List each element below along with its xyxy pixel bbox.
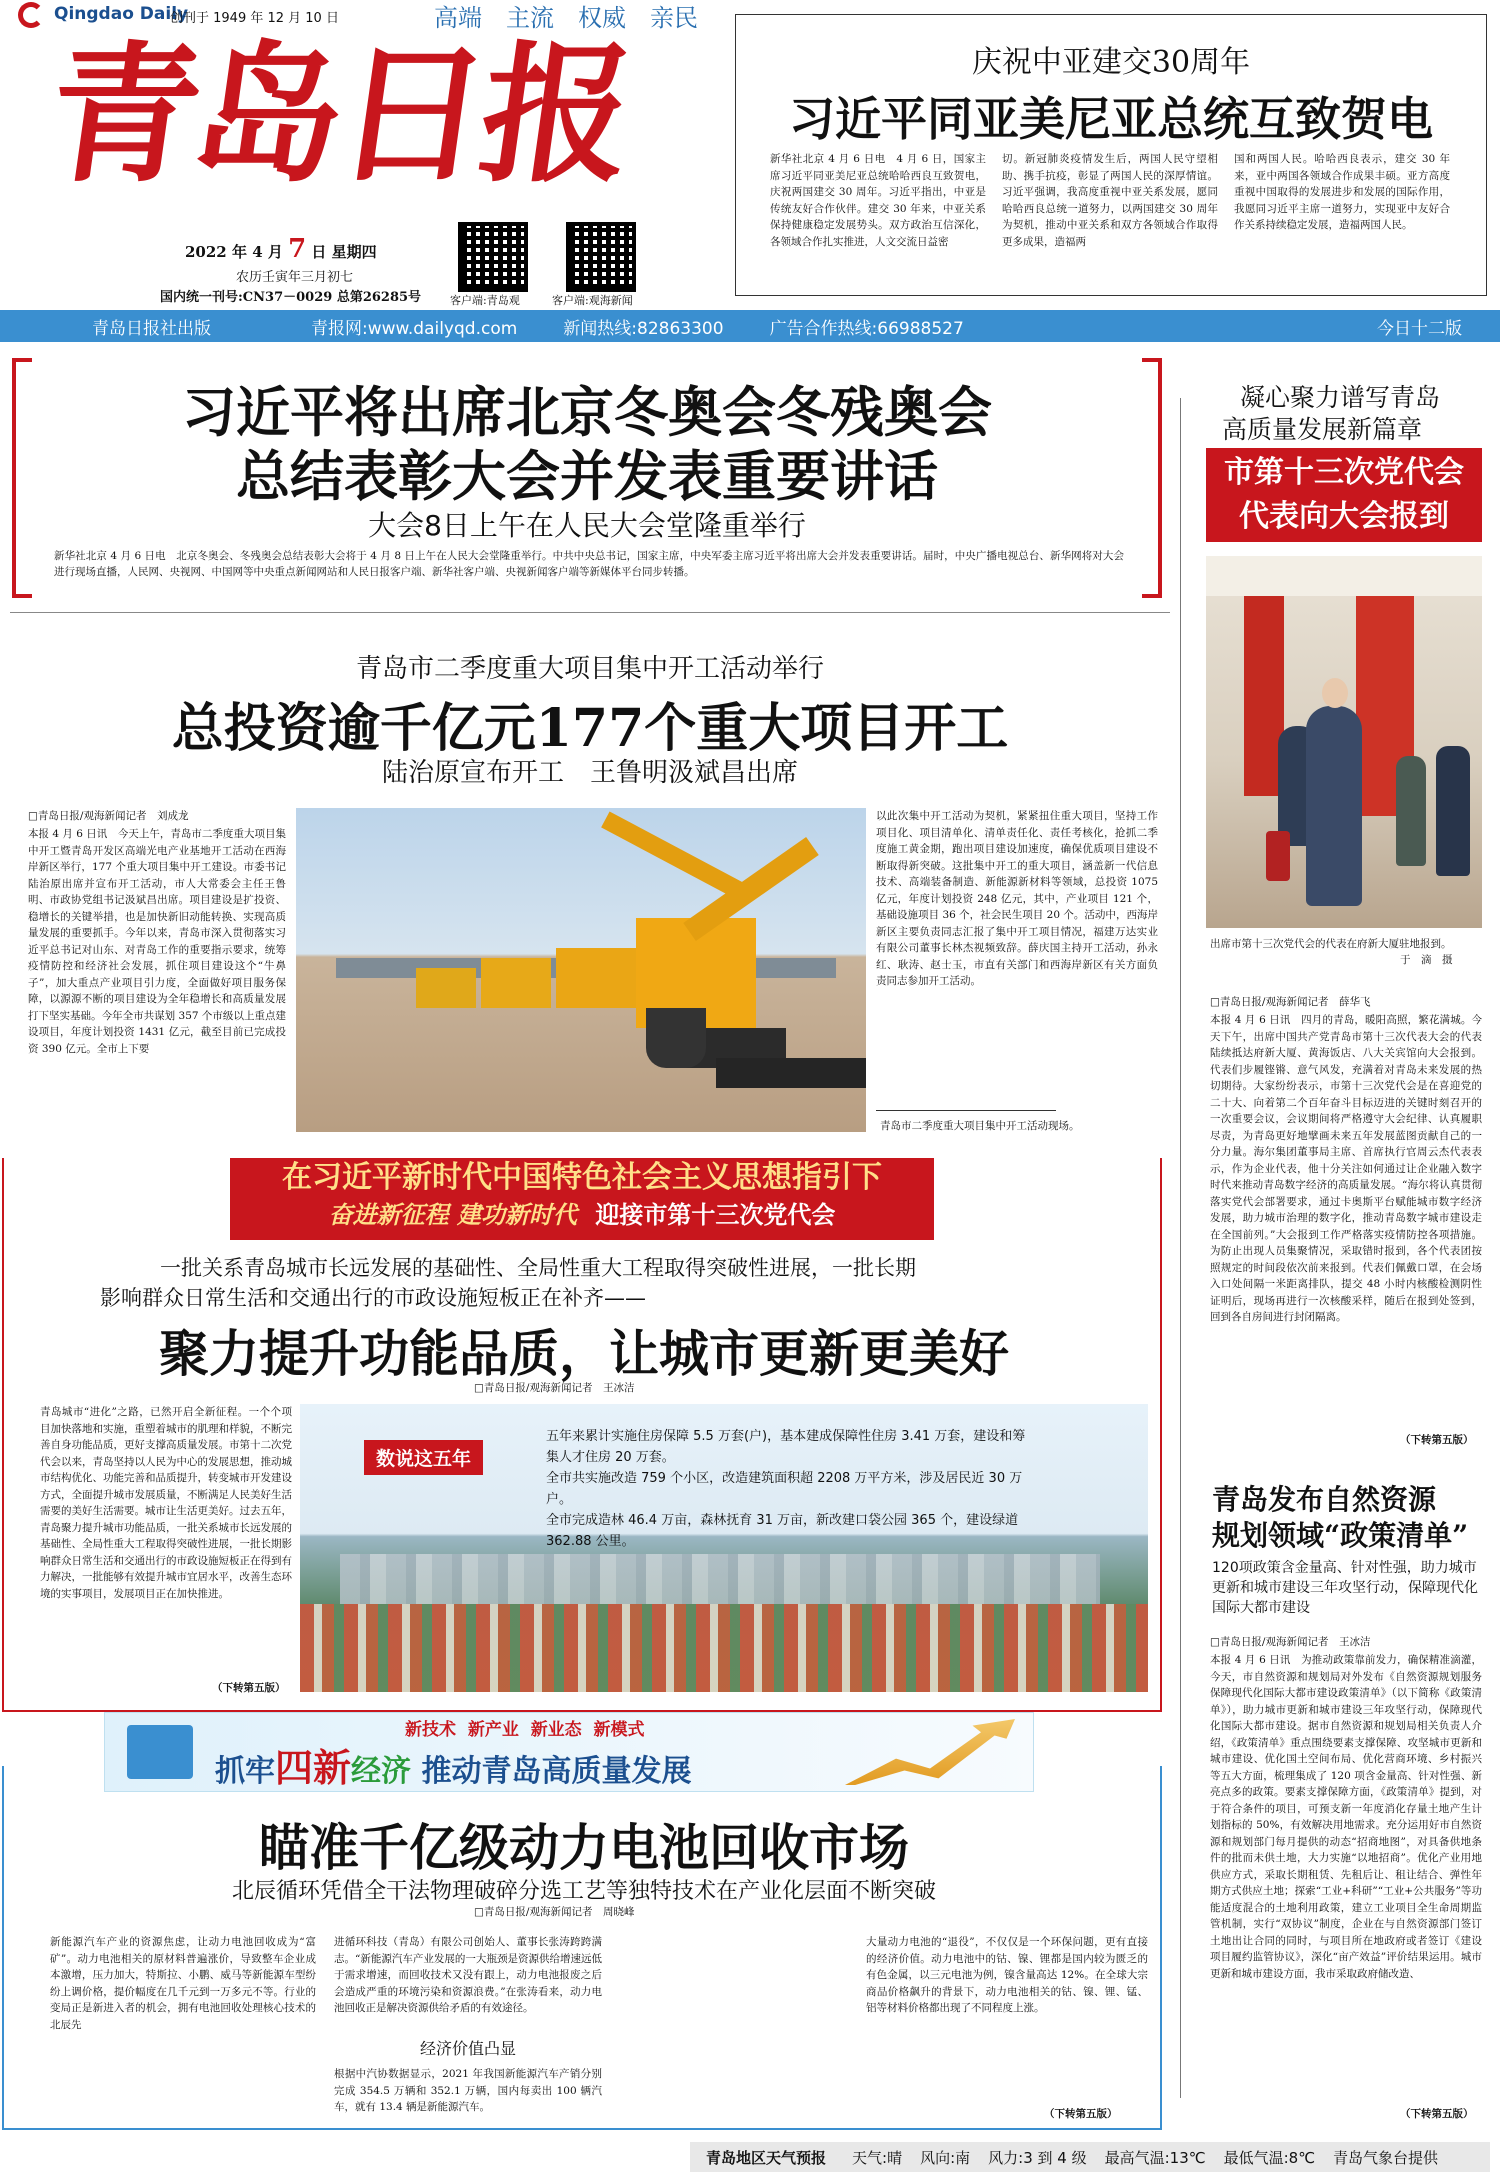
lead-subhead: 大会8日上午在人民大会堂隆重举行 — [368, 509, 806, 542]
date-year-month: 2022 年 4 月 — [185, 243, 283, 261]
banner-main-4: 推动青岛高质量发展 — [421, 1754, 692, 1789]
rc-photo-credit: 于 滴 摄 — [1400, 954, 1453, 966]
qr2-label: 客户端:观海新闻 — [552, 294, 633, 307]
lead-body: 新华社北京 4 月 6 日电 北京冬奥会、冬残奥会总结表彰大会将于 4 月 8 日上午在人民大会堂隆重举行。中共中央总书记，国家主席，中央军委主席习近平将出席大会并发表重要讲话。届时，中央广播电视总台、新华网将对大会进行现场直播，人民网、央视网、中国网等中央重点新闻网站和人民日报客户端、新华社客户端、央视新闻客户端等新媒体平台同步转播。 — [54, 550, 1124, 578]
project-photo-caption: 青岛市二季度重大项目集中开工活动现场。 — [880, 1120, 1080, 1132]
qr-code-icon[interactable] — [458, 222, 528, 292]
masthead-lunar: 农历壬寅年三月初七 — [236, 270, 354, 285]
excavators-photo — [296, 808, 866, 1132]
tag-4: 新模式 — [593, 1720, 645, 1740]
banner-main-1: 抓牢 — [215, 1754, 275, 1789]
story-col-2: 切。新冠肺炎疫情发生后，两国人民守望相助、携手抗疫，彰显了两国人民的深厚情谊。习近平强调，我高度重视中亚关系发展，愿同哈哈西良总统一道努力，以两国建交 30 周年为契机，推动中亚关系和双方各领域合作取得更多成果，造福两 — [1002, 153, 1218, 248]
project-body-right: 以此次集中开工活动为契机，紧紧扭住重大项目，坚持工作项目化、项目清单化、清单责任化、责任考核化，抢抓二季度施工黄金期，跑出项目建设加速度，确保优质项目建设不断取得新突破。这批集中开工的重大项目，涵盖新一代信息技术、高端装备制造、新能源新材料等领域，总投资 1075 亿元，年度计划投资 248 亿元，其中，产业项目 121 个，基础设施项目 36 个，社会民生项目 20 个。活动中，西海岸新区主要负责同志汇报了集中开工项目情况，福建万达实业有限公司董事长林杰视频致辞。薛庆国主持开工活动，孙永红、耿涛、赵士玉，市直有关部门和西海岸新区有关方面负责同志参加开工活动。 — [876, 810, 1158, 987]
info-ad: 广告合作热线:66988527 — [769, 318, 964, 339]
weather-wind-force: 风力:3 到 4 级 — [988, 2148, 1087, 2167]
logo-icon — [18, 2, 44, 28]
rc-banner-1: 市第十三次党代会 — [1224, 455, 1464, 490]
feature-banner-line1: 在习近平新时代中国特色社会主义思想指引下 — [282, 1160, 882, 1195]
battery-headline: 瞄准千亿级动力电池回收市场 — [259, 1818, 909, 1877]
battery-col-2-sub: 经济价值凸显 — [419, 2039, 516, 2058]
rc-story2-byline: □青岛日报/观海新闻记者 王冰洁 — [1210, 1636, 1371, 1648]
weather-label: 青岛地区天气预报 — [706, 2148, 827, 2167]
feature-banner — [230, 1158, 934, 1240]
rc-kicker-2: 高质量发展新篇章 — [1222, 415, 1423, 444]
story-col-3: 国和两国人民。哈哈西良表示，建交 30 年来，亚中两国各领域合作成果丰硕。亚方高度重视中国取得的发展进步和发展的国际作用，我愿同习近平主席一道努力，实现亚中友好合作关系持续稳定发展，造福两国人民。 — [1234, 153, 1450, 231]
slogan-1: 高端 — [434, 4, 482, 32]
rc-byline: □青岛日报/观海新闻记者 薛华飞 — [1210, 996, 1371, 1008]
battery-byline: □青岛日报/观海新闻记者 周晓峰 — [474, 1906, 635, 1918]
project-body-left: 本报 4 月 6 日讯 今天上午，青岛市二季度重大项目集中开工暨青岛开发区高端光电产业基地开工活动在西海岸新区举行，177 个重大项目集中开工建设。市委书记陆治原出席并宣布开工活动，市人大常委会主任王鲁明、市政协党组书记汲斌昌出席。项目建设是扩投资、稳增长的关键举措，也是加快新旧动能转换、实现高质量发展的重要抓手。今年以来，青岛市深入贯彻落实习近平总书记对山东、对青岛工作的重要指示要求，统筹疫情防控和经济社会发展，抓住项目建设这个“牛鼻子”，加大重点产业项目引力度，全面做好项目服务保障，以源源不断的项目建设为全年稳增长和高质量发展打下坚实基础。今年全市共谋划 357 个市级以上重点建设项目，年度计划投资 1431 亿元，截至目前已完成投资 390 亿元。全市上下要 — [28, 828, 286, 1055]
weather-condition: 天气:晴 — [852, 2148, 903, 2167]
arrow-chart-icon — [845, 1719, 1015, 1785]
slogan-3: 权威 — [578, 4, 626, 32]
banner-main-3: 经济 — [351, 1754, 412, 1789]
city-byline: □青岛日报/观海新闻记者 王冰洁 — [474, 1382, 635, 1394]
masthead-english: Qingdao Daily — [54, 4, 189, 24]
project-story — [0, 612, 1180, 1152]
project-byline: □青岛日报/观海新闻记者 刘成龙 — [28, 810, 189, 822]
rc-banner-2: 代表向大会报到 — [1239, 499, 1449, 534]
delegates-photo — [1206, 556, 1482, 928]
right-column-divider — [1180, 398, 1181, 2098]
qr-code-icon[interactable] — [566, 222, 636, 292]
qr1-label: 客户端:青岛观 — [450, 294, 520, 307]
info-bar — [0, 310, 1500, 342]
city-kicker-2: 影响群众日常生活和交通出行的市政设施短板正在补齐—— — [100, 1286, 646, 1310]
battery-continued: （下转第五版） — [1044, 2108, 1118, 2120]
battery-col-2-bottom: 根据中汽协数据显示，2021 年我国新能源汽车产销分别完成 354.5 万辆和 352.1 万辆，国内每卖出 100 辆汽车，就有 13.4 辆是新能源汽车。 — [334, 2068, 602, 2113]
story-kicker: 庆祝中亚建交30周年 — [971, 45, 1251, 80]
rc-photo-caption: 出席市第十三次党代会的代表在府新大厦驻地报到。 — [1210, 938, 1452, 950]
tag-2: 新产业 — [467, 1720, 519, 1740]
stats-badge: 数说这五年 — [364, 1440, 483, 1475]
masthead-founded: 创刊于 1949 年 12 月 10 日 — [170, 11, 339, 26]
project-subhead: 陆治原宣布开工 王鲁明汲斌昌出席 — [381, 758, 798, 788]
project-headline: 总投资逾千亿元177个重大项目开工 — [171, 698, 1009, 759]
info-website[interactable]: 青报网:www.dailyqd.com — [311, 318, 518, 339]
story-col-1: 新华社北京 4 月 6 日电 4 月 6 日，国家主席习近平同亚美尼亚总统哈哈西良互致贺电，庆祝两国建交 30 周年。习近平指出，中亚是传统友好合作伙伴。建交 30 年来，中亚关系保持健康稳定发展势头。双方政治互信深化，各领域合作扎实推进，人文交流日益密 — [770, 153, 986, 248]
city-kicker-1: 一批关系青岛城市长远发展的基础性、全局性重大工程取得突破性进展，一批长期 — [160, 1256, 916, 1280]
masthead-issn: 国内统一刊号:CN37－0029 总第26285号 — [160, 290, 422, 305]
battery-story-box — [2, 1720, 1162, 2130]
section-divider — [10, 612, 1170, 613]
topic-banner — [104, 1712, 1034, 1792]
slogan-4: 亲民 — [650, 4, 698, 32]
stats-list — [546, 1426, 1026, 1552]
rc-continued: （下转第五版） — [1400, 1434, 1474, 1446]
weather-high: 最高气温:13℃ — [1104, 2148, 1206, 2167]
chart-icon — [127, 1725, 193, 1779]
stat-item: 五年来累计实施住房保障 5.5 万套(户)，基本建成保障性住房 3.41 万套，建设和筹集人才住房 20 万套。 — [546, 1429, 1026, 1465]
feature-banner-line2a: 奋进新征程 建功新时代 — [328, 1200, 577, 1229]
rc-body: 本报 4 月 6 日讯 四月的青岛，暖阳高照，繁花满城。今天下午，出席中国共产党青岛市第十三次代表大会的代表陆续抵达府新大厦、黄海饭店、八大关宾馆向大会报到。代表们步履铿锵、意气风发，充满着对青岛未来发展的热切期待。大家纷纷表示，市第十三次党代会是在喜迎党的二十大、向着第二个百年奋斗目标迈进的关键时刻召开的一次重要会议，会议期间将严格遵守大会纪律、认真履职尽责，为青岛更好地擘画未来五年发展蓝图贡献自己的一分力量。海尔集团董事局主席、首席执行官周云杰代表表示，作为企业代表，他十分关注如何通过让企业融入数字时代来推动青岛数字经济的高质量发展。“海尔将认真贯彻落实党代会部署要求，通过卡奥斯平台赋能城市数字经济发展，助力城市治理的数字化，推动青岛数字城市建设走在全国前列。”大会报到工作严格落实疫情防控各项措施。为防止出现人员集聚情况，采取错时报到，各个代表团按照规定的时间段依次前来报到。代表们佩戴口罩，在会场入口处间隔一米距离排队，提交 48 小时内核酸检测阴性证明后，现场再进行一次核酸采样，随后在报到处签到，回到各自房间进行封闭隔离。 — [1210, 1014, 1482, 1323]
caption-rule — [876, 1110, 1056, 1111]
battery-col-1: 新能源汽车产业的资源焦虑，让动力电池回收成为“富矿”。动力电池相关的原材料普遍涨价，导致整车企业成本激增，压力加大，特斯拉、小鹏、威马等新能源车型纷纷上调价格，提价幅度在几千元到一万多元不等。行业的变局正是新进入者的机会，拥有电池回收处理核心技术的北辰先 — [50, 1936, 316, 2031]
banner-main-2: 四新 — [275, 1745, 352, 1790]
weather-wind-dir: 风向:南 — [920, 2148, 971, 2167]
feature-banner-line2b: 迎接市第十三次党代会 — [595, 1200, 836, 1229]
right-column — [1200, 370, 1490, 2130]
rc-kicker-1: 凝心聚力谱写青岛 — [1240, 383, 1441, 412]
story-headline: 习近平同亚美尼亚总统互致贺电 — [789, 92, 1433, 146]
city-headline: 聚力提升功能品质，让城市更新更美好 — [159, 1324, 1009, 1383]
battery-col-2-top: 进循环科技（青岛）有限公司创始人、董事长张涛跨跨满志。“新能源汽车产业发展的一大瓶颈是资源供给增速远低于需求增速，而回收技术又没有跟上，动力电池报废之后会造成严重的环境污染和资源浪费。”在张涛看来，动力电池回收正是解决资源供给矛盾的有效途径。 — [334, 1936, 602, 2014]
info-hotline: 新闻热线:82863300 — [563, 318, 724, 339]
stat-item: 全市完成造林 46.4 万亩，森林抚育 31 万亩，新改建口袋公园 365 个，建设绿道 362.88 公里。 — [546, 1513, 1019, 1549]
masthead-date — [185, 234, 377, 264]
slogan-2: 主流 — [506, 4, 554, 32]
city-body: 青岛城市“进化”之路，已然开启全新征程。一个个项目加快落地和实施，重塑着城市的肌理和样貌，不断完善自身功能品质，更好支撑高质量发展。市第十二次党代会以来，青岛坚持以人民为中心的发展思想，推动城市结构优化、功能完善和品质提升，转变城市开发建设方式，全面提升城市发展质量，不断满足人民美好生活需要的美好生活需要。城市让生活更美好。过去五年，青岛聚力提升城市功能品质，一批关系城市长远发展的基础性、全局性重大工程取得突破性进展，一批长期影响群众日常生活和交通出行的市政设施短板正在得到有力解决，一批能够有效提升城市宜居水平，改善生态环境的实事项目，发展项目正在加快推进。 — [40, 1406, 292, 1600]
date-day: 7 — [288, 234, 307, 264]
battery-col-3: 大量动力电池的“退役”，不仅仅是一个环保问题，更有直接的经济价值。动力电池中的钴、镍、锂都是国内较为匮乏的有色金属，以三元电池为例，镍含量高达 12%。在全球大宗商品价格飙升的背景下，动力电池相关的钴、镍、锂、锰、铝等材料价格都出现了不同程度上涨。 — [866, 1936, 1148, 2014]
weather-low: 最低气温:8℃ — [1223, 2148, 1316, 2167]
lead-headline-1: 习近平将出席北京冬奥会冬残奥会 — [182, 380, 992, 444]
rc-story2-subhead: 120项政策含金量高、针对性强，助力城市更新和城市建设三年攻坚行动，保障现代化国际大都市建设 — [1212, 1560, 1478, 1616]
masthead — [0, 0, 735, 307]
rc-banner — [1206, 448, 1482, 542]
banner-main — [215, 1737, 691, 1792]
date-weekday: 日 星期四 — [311, 243, 377, 261]
battery-subhead: 北辰循环凭借全干法物理破碎分选工艺等独特技术在产业化层面不断突破 — [231, 1879, 936, 1904]
masthead-title: 青岛日报 — [37, 27, 639, 203]
weather-bar — [690, 2142, 1490, 2172]
lead-story — [12, 358, 1162, 598]
city-story-box — [2, 1158, 1162, 1712]
city-continued: （下转第五版） — [212, 1682, 286, 1694]
lead-headline-2: 总结表彰大会并发表重要讲话 — [236, 444, 938, 508]
tag-3: 新业态 — [530, 1720, 582, 1740]
stat-item: 全市共实施改造 759 个小区，改造建筑面积超 2208 万平方米，涉及居民近 30 万户。 — [546, 1471, 1023, 1507]
tag-1: 新技术 — [405, 1720, 456, 1740]
rc-story2-continued: （下转第五版） — [1400, 2108, 1474, 2120]
top-right-story — [735, 14, 1487, 296]
rc-story2-body: 本报 4 月 6 日讯 为推动政策靠前发力，确保精准滴灌，今天，市自然资源和规划局对外发布《自然资源规划服务保障现代化国际大都市建设政策清单》（以下简称《政策清单》），助力城市更新和城市建设三年攻坚行动，保障现代化国际大都市建设。据市自然资源和规划局相关负责人介绍，《政策清单》重点围绕要素支撑保障、攻坚城市更新和城市建设、优化国土空间布局、优化营商环境、乡村振兴等五大方面，梳理集成了 120 项含金量高、针对性强、新亮点多的政策。要素支撑保障方面，《政策清单》提到，对于符合条件的项目，可预支新一年度消化存量土地产生计划指标的 50%，有效解决用地需求。充分运用好市自然资源和规划部门每月提供的动态“招商地图”，对具备供地条件的批而未供土地，大力实施“以地招商”。优化产业用地供应方式，采取长期租赁、先租后让、租让结合、弹性年期方式供应土地；探索“工业+科研”“工业+公共服务”等功能适度混合的土地利用政策，建立工业项目全生命周期监管机制，实行“双协议”制度，企业在与自然资源部门签订土地出让合同的同时，与项目所在地政府或者签订《建设项目履约监管协议》，深化“亩产效益”评价结果运用。城市更新和城市建设方面，我市采取政府储改造、 — [1210, 1654, 1482, 1980]
info-pages: 今日十二版 — [1377, 318, 1462, 339]
info-publisher: 青岛日报社出版 — [92, 318, 211, 339]
rc-story2-headline-1: 青岛发布自然资源 — [1212, 1483, 1437, 1516]
project-kicker: 青岛市二季度重大项目集中开工活动举行 — [355, 654, 824, 684]
rc-story2-headline-2: 规划领域“政策清单” — [1212, 1519, 1469, 1552]
weather-source: 青岛气象台提供 — [1333, 2148, 1439, 2167]
